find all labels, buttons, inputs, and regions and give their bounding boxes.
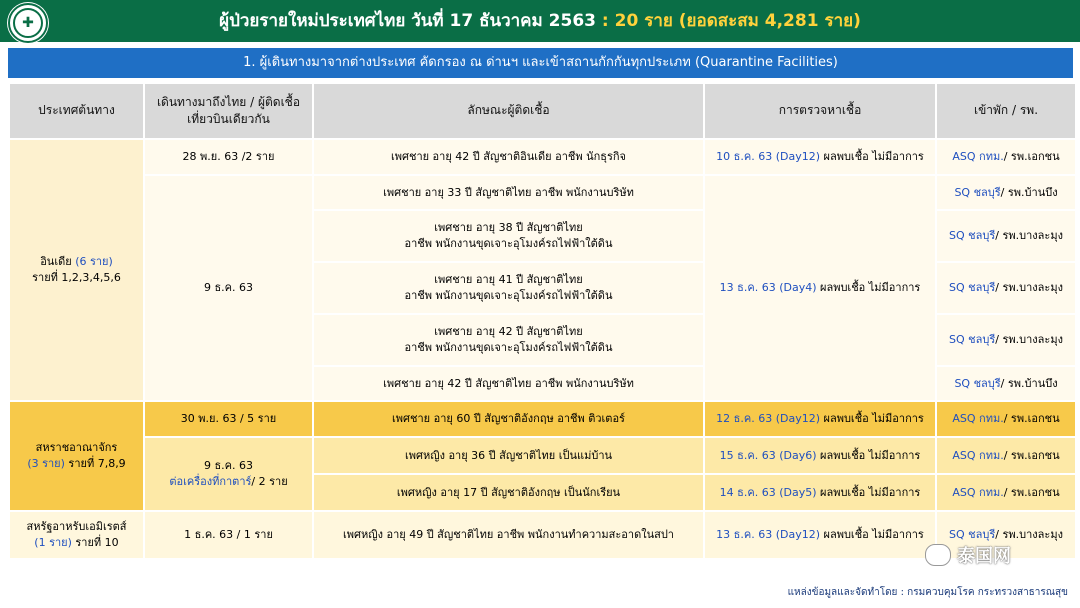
description-cell: เพศชาย อายุ 60 ปี สัญชาติอังกฤษ อาชีพ ติวเตอร์ [314,402,703,436]
origin-cases: รายที่ 1,2,3,4,5,6 [32,271,121,284]
description-cell: เพศหญิง อายุ 17 ปี สัญชาติอังกฤษ เป็นนักเรียน [314,475,703,510]
stay-cell: SQ ชลบุรี/ รพ.บางละมุง [937,315,1075,365]
description-cell: เพศชาย อายุ 42 ปี สัญชาติไทย อาชีพ พนักงานขุดเจาะอุโมงค์รถไฟฟ้าใต้ดิน [314,315,703,365]
test-cell: 15 ธ.ค. 63 (Day6) ผลพบเชื้อ ไม่มีอาการ [705,438,935,473]
col-header-arrival: เดินทางมาถึงไทย / ผู้ติดเชื้อเที่ยวบินเดียวกัน [145,84,312,138]
table-row [10,140,1075,174]
description-cell: เพศชาย อายุ 33 ปี สัญชาติไทย อาชีพ พนักงานบริษัท [314,176,703,209]
test-cell: 13 ธ.ค. 63 (Day4) ผลพบเชื้อ ไม่มีอาการ [705,176,935,400]
table-row [10,402,1075,436]
col-header-origin: ประเทศต้นทาง [10,84,143,138]
origin-cell-uae [10,512,143,558]
origin-cell-uk [10,402,143,510]
test-cell: 10 ธ.ค. 63 (Day12) ผลพบเชื้อ ไม่มีอาการ [705,140,935,174]
table-row [10,176,1075,209]
arrival-cell: 28 พ.ย. 63 /2 ราย [145,140,312,174]
description-cell: เพศชาย อายุ 41 ปี สัญชาติไทย อาชีพ พนักงานขุดเจาะอุโมงค์รถไฟฟ้าใต้ดิน [314,263,703,313]
stay-cell: SQ ชลบุรี/ รพ.บางละมุง [937,211,1075,261]
origin-cases: รายที่ 10 [71,536,119,549]
origin-cases: รายที่ 7,8,9 [64,457,126,470]
title-main: ผู้ป่วยรายใหม่ประเทศไทย วันที่ 17 ธันวาคม 2563 [219,11,596,31]
origin-cell-india [10,140,143,400]
table-row [10,512,1075,558]
description-cell: เพศชาย อายุ 42 ปี สัญชาติอินเดีย อาชีพ นักธุรกิจ [314,140,703,174]
arrival-cell: 9 ธ.ค. 63 ต่อเครื่องที่กาตาร์/ 2 ราย [145,438,312,510]
title-highlight: : 20 ราย (ยอดสะสม 4,281 ราย) [596,11,861,31]
cases-table [8,82,1077,560]
stay-cell: ASQ กทม./ รพ.เอกชน [937,475,1075,510]
origin-name: อินเดีย [40,255,72,269]
stay-cell: ASQ กทม./ รพ.เอกชน [937,438,1075,473]
origin-count: (6 ราย) [75,255,113,269]
stay-cell: SQ ชลบุรี/ รพ.บ้านบึง [937,367,1075,400]
description-cell: เพศชาย อายุ 38 ปี สัญชาติไทย อาชีพ พนักงานขุดเจาะอุโมงค์รถไฟฟ้าใต้ดิน [314,211,703,261]
stay-cell: SQ ชลบุรี/ รพ.บางละมุง [937,263,1075,313]
table-row [10,438,1075,473]
stay-cell: SQ ชลบุรี/ รพ.บางละมุง [937,512,1075,558]
arrival-cell: 9 ธ.ค. 63 [145,176,312,400]
test-cell: 12 ธ.ค. 63 (Day12) ผลพบเชื้อ ไม่มีอาการ [705,402,935,436]
origin-name: สหราชอาณาจักร [35,441,118,455]
stay-cell: ASQ กทม./ รพ.เอกชน [937,402,1075,436]
col-header-description: ลักษณะผู้ติดเชื้อ [314,84,703,138]
origin-count: (1 ราย) [34,536,72,549]
description-cell: เพศชาย อายุ 42 ปี สัญชาติไทย อาชีพ พนักงานบริษัท [314,367,703,400]
ministry-logo-icon: ✚ [8,3,48,43]
header-bar [0,0,1080,42]
stay-cell: SQ ชลบุรี/ รพ.บ้านบึง [937,176,1075,209]
arrival-cell: 1 ธ.ค. 63 / 1 ราย [145,512,312,558]
stay-cell: ASQ กทม./ รพ.เอกชน [937,140,1075,174]
col-header-test: การตรวจหาเชื้อ [705,84,935,138]
table-header-row [10,84,1075,138]
arrival-cell: 30 พ.ย. 63 / 5 ราย [145,402,312,436]
source-footer: แหล่งข้อมูลและจัดทำโดย : กรมควบคุมโรค กระทรวงสาธารณสุข [787,587,1068,598]
test-cell: 13 ธ.ค. 63 (Day12) ผลพบเชื้อ ไม่มีอาการ [705,512,935,558]
watermark [925,540,1075,570]
page-title [0,0,1080,42]
origin-name: สหรัฐอาหรับเอมิเรตส์ [26,520,127,534]
wechat-icon [925,544,951,566]
description-cell: เพศหญิง อายุ 36 ปี สัญชาติไทย เป็นแม่บ้าน [314,438,703,473]
test-cell: 14 ธ.ค. 63 (Day5) ผลพบเชื้อ ไม่มีอาการ [705,475,935,510]
section-title: 1. ผู้เดินทางมาจากต่างประเทศ คัดกรอง ณ ด่านฯ และเข้าสถานกักกันทุกประเภท (Quarantine Facilities) [8,48,1073,78]
col-header-stay: เข้าพัก / รพ. [937,84,1075,138]
description-cell: เพศหญิง อายุ 49 ปี สัญชาติไทย อาชีพ พนักงานทำความสะอาดในสปา [314,512,703,558]
origin-count: (3 ราย) [27,457,65,470]
watermark-text: 泰国网 [957,546,1011,567]
